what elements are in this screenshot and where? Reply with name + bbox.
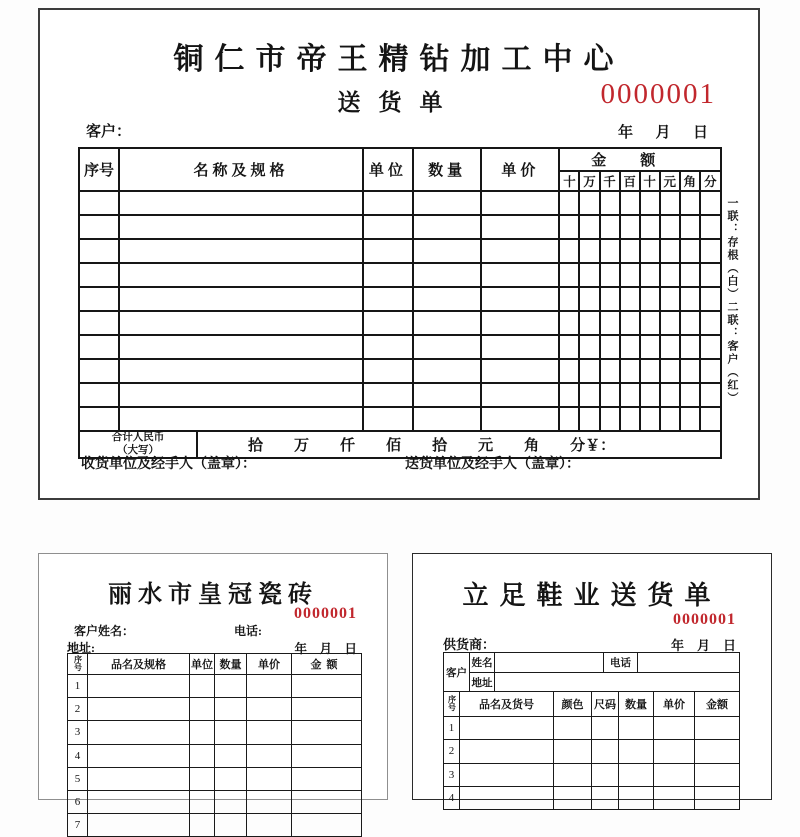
- date-label: 年 月 日: [294, 642, 357, 656]
- table-row: [79, 311, 721, 335]
- table-row: [79, 215, 721, 239]
- empty-cell: [640, 215, 660, 239]
- empty-cell: [640, 287, 660, 311]
- empty-cell: [600, 359, 620, 383]
- empty-cell: [363, 335, 413, 359]
- total-digit: 拾: [432, 438, 448, 454]
- empty-cell: [247, 721, 292, 744]
- empty-cell: [695, 740, 740, 763]
- row-number: 5: [68, 767, 88, 790]
- empty-cell: [292, 790, 362, 813]
- empty-cell: [579, 215, 599, 239]
- table-row: [68, 721, 362, 744]
- col-header-name-spec: 名称及规格: [119, 148, 363, 191]
- empty-cell: [79, 335, 119, 359]
- items-table-body: [444, 717, 740, 810]
- empty-cell: [559, 359, 579, 383]
- table-row: [79, 191, 721, 215]
- empty-cell: [190, 721, 215, 744]
- empty-cell: [363, 383, 413, 407]
- total-label-line1: 合计人民币: [111, 431, 165, 443]
- empty-cell: [247, 744, 292, 767]
- empty-cell: [559, 215, 579, 239]
- empty-cell: [413, 287, 481, 311]
- empty-cell: [559, 335, 579, 359]
- empty-cell: [640, 191, 660, 215]
- address-label: 地址: [470, 673, 495, 692]
- col-header-index: [68, 654, 88, 675]
- empty-cell: [700, 407, 721, 431]
- empty-cell: [79, 239, 119, 263]
- copy-note-vertical: 一联：存根（白）二联：客户（红）: [726, 197, 738, 405]
- phone-label: 电话:: [234, 624, 262, 638]
- empty-cell: [592, 786, 619, 809]
- empty-cell: [88, 675, 190, 698]
- empty-cell: [119, 407, 363, 431]
- col-header-unit: 单位: [363, 148, 413, 191]
- row-number: 7: [68, 814, 88, 837]
- empty-cell: [363, 407, 413, 431]
- empty-cell: [88, 814, 190, 837]
- col-header-index-text: 序号: [447, 694, 457, 711]
- col-header-name-code: 品名及货号: [460, 692, 554, 717]
- empty-cell: [247, 814, 292, 837]
- empty-cell: [292, 767, 362, 790]
- empty-cell: [292, 814, 362, 837]
- customer-label: 客户: [444, 653, 470, 692]
- empty-cell: [190, 675, 215, 698]
- empty-cell: [481, 311, 559, 335]
- serial-number: 0000001: [600, 78, 716, 110]
- table-row: [444, 786, 740, 809]
- empty-cell: [413, 239, 481, 263]
- items-table-body: [68, 675, 362, 837]
- empty-cell: [579, 383, 599, 407]
- items-table: [78, 147, 722, 432]
- row-number: 4: [68, 744, 88, 767]
- name-blank-cell: [495, 653, 604, 673]
- empty-cell: [620, 263, 640, 287]
- row-number: 6: [68, 790, 88, 813]
- empty-cell: [620, 287, 640, 311]
- empty-cell: [481, 263, 559, 287]
- date-label: 年 月 日: [617, 125, 708, 141]
- empty-cell: [620, 311, 640, 335]
- empty-cell: [700, 383, 721, 407]
- empty-cell: [619, 740, 654, 763]
- empty-cell: [215, 698, 247, 721]
- empty-cell: [640, 263, 660, 287]
- empty-cell: [660, 407, 680, 431]
- empty-cell: [579, 239, 599, 263]
- empty-cell: [215, 814, 247, 837]
- total-digit: 佰: [386, 438, 402, 454]
- empty-cell: [215, 790, 247, 813]
- empty-cell: [640, 335, 660, 359]
- table-row: [79, 407, 721, 431]
- empty-cell: [119, 287, 363, 311]
- empty-cell: [600, 191, 620, 215]
- company-title: 丽水市皇冠瓷砖: [108, 582, 318, 608]
- empty-cell: [292, 744, 362, 767]
- empty-cell: [119, 215, 363, 239]
- customer-name-label: 客户姓名：: [74, 624, 135, 638]
- empty-cell: [640, 239, 660, 263]
- empty-cell: [660, 287, 680, 311]
- row-number: 4: [444, 786, 460, 809]
- total-digit: 分￥：: [570, 438, 616, 454]
- empty-cell: [700, 335, 721, 359]
- empty-cell: [600, 311, 620, 335]
- empty-cell: [600, 407, 620, 431]
- empty-cell: [554, 786, 592, 809]
- amount-digit-header: 角: [680, 171, 700, 191]
- empty-cell: [654, 763, 695, 786]
- empty-cell: [559, 287, 579, 311]
- col-header-amount: 金额: [695, 692, 740, 717]
- empty-cell: [640, 311, 660, 335]
- empty-cell: [579, 311, 599, 335]
- empty-cell: [680, 359, 700, 383]
- empty-cell: [559, 407, 579, 431]
- empty-cell: [600, 263, 620, 287]
- row-number: 3: [444, 763, 460, 786]
- empty-cell: [600, 383, 620, 407]
- tile-shop-form: [38, 553, 388, 832]
- col-header-qty: 数量: [619, 692, 654, 717]
- empty-cell: [559, 263, 579, 287]
- empty-cell: [481, 359, 559, 383]
- date-label: 年 月 日: [670, 638, 736, 653]
- empty-cell: [680, 191, 700, 215]
- empty-cell: [600, 215, 620, 239]
- empty-cell: [619, 786, 654, 809]
- empty-cell: [413, 311, 481, 335]
- empty-cell: [481, 215, 559, 239]
- table-row: [444, 717, 740, 740]
- empty-cell: [460, 786, 554, 809]
- empty-cell: [619, 763, 654, 786]
- doc-title: 送货单: [337, 90, 461, 115]
- empty-cell: [680, 335, 700, 359]
- row-number: 1: [444, 717, 460, 740]
- empty-cell: [247, 675, 292, 698]
- empty-cell: [363, 191, 413, 215]
- empty-cell: [660, 239, 680, 263]
- items-table-wrap: [78, 147, 722, 459]
- shoe-shop-form: [412, 553, 772, 805]
- empty-cell: [363, 287, 413, 311]
- empty-cell: [695, 763, 740, 786]
- col-header-size: 尺码: [592, 692, 619, 717]
- empty-cell: [654, 717, 695, 740]
- empty-cell: [592, 763, 619, 786]
- serial-number: 0000001: [673, 611, 736, 628]
- empty-cell: [190, 744, 215, 767]
- empty-cell: [119, 359, 363, 383]
- total-digit: 元: [478, 438, 494, 454]
- company-title: 立足鞋业送货单: [462, 581, 722, 610]
- table-row: [79, 287, 721, 311]
- empty-cell: [579, 335, 599, 359]
- empty-cell: [700, 359, 721, 383]
- empty-cell: [413, 335, 481, 359]
- empty-cell: [481, 287, 559, 311]
- empty-cell: [79, 383, 119, 407]
- empty-cell: [88, 721, 190, 744]
- empty-cell: [363, 311, 413, 335]
- empty-cell: [413, 359, 481, 383]
- col-header-amount: 金额: [559, 148, 721, 171]
- empty-cell: [559, 383, 579, 407]
- empty-cell: [654, 740, 695, 763]
- empty-cell: [680, 263, 700, 287]
- empty-cell: [620, 359, 640, 383]
- empty-cell: [600, 335, 620, 359]
- empty-cell: [119, 239, 363, 263]
- empty-cell: [554, 763, 592, 786]
- empty-cell: [680, 407, 700, 431]
- empty-cell: [460, 763, 554, 786]
- empty-cell: [79, 215, 119, 239]
- row-number: 2: [444, 740, 460, 763]
- items-table: [443, 691, 740, 810]
- col-header-index: [444, 692, 460, 717]
- empty-cell: [554, 740, 592, 763]
- empty-cell: [660, 191, 680, 215]
- amount-digit-header: 万: [579, 171, 599, 191]
- table-row: [68, 744, 362, 767]
- amount-digit-header: 十: [640, 171, 660, 191]
- empty-cell: [413, 215, 481, 239]
- empty-cell: [363, 359, 413, 383]
- col-header-color: 颜色: [554, 692, 592, 717]
- table-row: [68, 698, 362, 721]
- phone-blank-cell: [638, 653, 740, 673]
- total-digit: 角: [524, 438, 540, 454]
- empty-cell: [79, 287, 119, 311]
- receiver-signature-label: 收货单位及经手人（盖章）：: [81, 457, 256, 472]
- empty-cell: [363, 239, 413, 263]
- empty-cell: [700, 239, 721, 263]
- supplier-label: 供货商：: [443, 637, 496, 652]
- row-number: 3: [68, 721, 88, 744]
- empty-cell: [119, 335, 363, 359]
- empty-cell: [680, 311, 700, 335]
- row-number: 2: [68, 698, 88, 721]
- empty-cell: [88, 790, 190, 813]
- empty-cell: [600, 239, 620, 263]
- empty-cell: [215, 744, 247, 767]
- empty-cell: [215, 675, 247, 698]
- items-table: [67, 653, 362, 837]
- amount-digit-header: 百: [620, 171, 640, 191]
- empty-cell: [190, 790, 215, 813]
- table-row: [79, 383, 721, 407]
- address-label: 地址:: [67, 641, 95, 655]
- empty-cell: [680, 239, 700, 263]
- amount-digit-header: 元: [660, 171, 680, 191]
- empty-cell: [79, 407, 119, 431]
- col-header-amount: 金额: [292, 654, 362, 675]
- amount-digit-header: 分: [700, 171, 721, 191]
- empty-cell: [592, 740, 619, 763]
- address-blank-cell: [495, 673, 740, 692]
- col-header-price: 单价: [481, 148, 559, 191]
- empty-cell: [620, 335, 640, 359]
- total-label-line2: （大写）: [117, 444, 159, 456]
- row-number: 1: [68, 675, 88, 698]
- empty-cell: [481, 335, 559, 359]
- empty-cell: [559, 191, 579, 215]
- empty-cell: [292, 721, 362, 744]
- table-row: [79, 359, 721, 383]
- amount-digit-header: 千: [600, 171, 620, 191]
- empty-cell: [481, 239, 559, 263]
- col-header-qty: 数量: [413, 148, 481, 191]
- empty-cell: [481, 407, 559, 431]
- company-title: 铜仁市帝王精钻加工中心: [173, 43, 625, 76]
- empty-cell: [700, 263, 721, 287]
- empty-cell: [247, 790, 292, 813]
- col-header-price: 单价: [654, 692, 695, 717]
- empty-cell: [640, 383, 660, 407]
- table-row: [444, 740, 740, 763]
- empty-cell: [579, 287, 599, 311]
- empty-cell: [660, 215, 680, 239]
- empty-cell: [363, 263, 413, 287]
- empty-cell: [79, 191, 119, 215]
- customer-label: 客户：: [86, 124, 132, 140]
- empty-cell: [460, 740, 554, 763]
- empty-cell: [215, 721, 247, 744]
- empty-cell: [190, 767, 215, 790]
- empty-cell: [592, 717, 619, 740]
- empty-cell: [680, 383, 700, 407]
- empty-cell: [695, 717, 740, 740]
- empty-cell: [559, 239, 579, 263]
- phone-label: 电话: [604, 653, 638, 673]
- empty-cell: [600, 287, 620, 311]
- empty-cell: [620, 383, 640, 407]
- empty-cell: [88, 698, 190, 721]
- table-row: [79, 263, 721, 287]
- col-header-price: 单价: [247, 654, 292, 675]
- serial-number: 0000001: [294, 605, 357, 622]
- empty-cell: [119, 311, 363, 335]
- col-header-name-spec: 品名及规格: [88, 654, 190, 675]
- empty-cell: [292, 675, 362, 698]
- empty-cell: [619, 717, 654, 740]
- empty-cell: [119, 383, 363, 407]
- empty-cell: [554, 717, 592, 740]
- empty-cell: [559, 311, 579, 335]
- empty-cell: [79, 311, 119, 335]
- total-digit: 万: [294, 438, 310, 454]
- empty-cell: [460, 717, 554, 740]
- empty-cell: [190, 698, 215, 721]
- empty-cell: [620, 215, 640, 239]
- empty-cell: [640, 407, 660, 431]
- empty-cell: [579, 407, 599, 431]
- empty-cell: [700, 287, 721, 311]
- table-row: [68, 675, 362, 698]
- empty-cell: [247, 767, 292, 790]
- empty-cell: [292, 698, 362, 721]
- amount-digit-header: 十: [559, 171, 579, 191]
- table-row: [68, 814, 362, 837]
- empty-cell: [413, 407, 481, 431]
- empty-cell: [88, 744, 190, 767]
- empty-cell: [215, 767, 247, 790]
- empty-cell: [413, 263, 481, 287]
- empty-cell: [660, 383, 680, 407]
- empty-cell: [700, 215, 721, 239]
- empty-cell: [700, 191, 721, 215]
- empty-cell: [700, 311, 721, 335]
- total-digit: 拾: [248, 438, 264, 454]
- table-row: [68, 790, 362, 813]
- empty-cell: [695, 786, 740, 809]
- empty-cell: [660, 359, 680, 383]
- empty-cell: [190, 814, 215, 837]
- empty-cell: [620, 407, 640, 431]
- sender-signature-label: 送货单位及经手人（盖章）：: [405, 457, 580, 472]
- empty-cell: [579, 263, 599, 287]
- empty-cell: [660, 263, 680, 287]
- table-row: [79, 335, 721, 359]
- empty-cell: [680, 215, 700, 239]
- empty-cell: [413, 191, 481, 215]
- empty-cell: [579, 359, 599, 383]
- empty-cell: [620, 239, 640, 263]
- col-header-qty: 数量: [215, 654, 247, 675]
- col-header-index: 序号: [79, 148, 119, 191]
- empty-cell: [247, 698, 292, 721]
- empty-cell: [363, 215, 413, 239]
- col-header-unit: 单位: [190, 654, 215, 675]
- col-header-index-text: 序号: [73, 654, 83, 671]
- total-digit: 仟: [340, 438, 356, 454]
- empty-cell: [88, 767, 190, 790]
- table-row: [444, 763, 740, 786]
- empty-cell: [654, 786, 695, 809]
- empty-cell: [579, 191, 599, 215]
- empty-cell: [119, 263, 363, 287]
- empty-cell: [413, 383, 481, 407]
- empty-cell: [660, 311, 680, 335]
- name-label: 姓名: [470, 653, 495, 673]
- items-table-body: [79, 191, 721, 431]
- empty-cell: [660, 335, 680, 359]
- empty-cell: [79, 359, 119, 383]
- empty-cell: [620, 191, 640, 215]
- empty-cell: [481, 191, 559, 215]
- main-delivery-form: [38, 8, 760, 500]
- customer-info-table: [443, 652, 740, 692]
- empty-cell: [481, 383, 559, 407]
- table-row: [68, 767, 362, 790]
- table-row: [79, 239, 721, 263]
- empty-cell: [640, 359, 660, 383]
- empty-cell: [680, 287, 700, 311]
- empty-cell: [79, 263, 119, 287]
- empty-cell: [119, 191, 363, 215]
